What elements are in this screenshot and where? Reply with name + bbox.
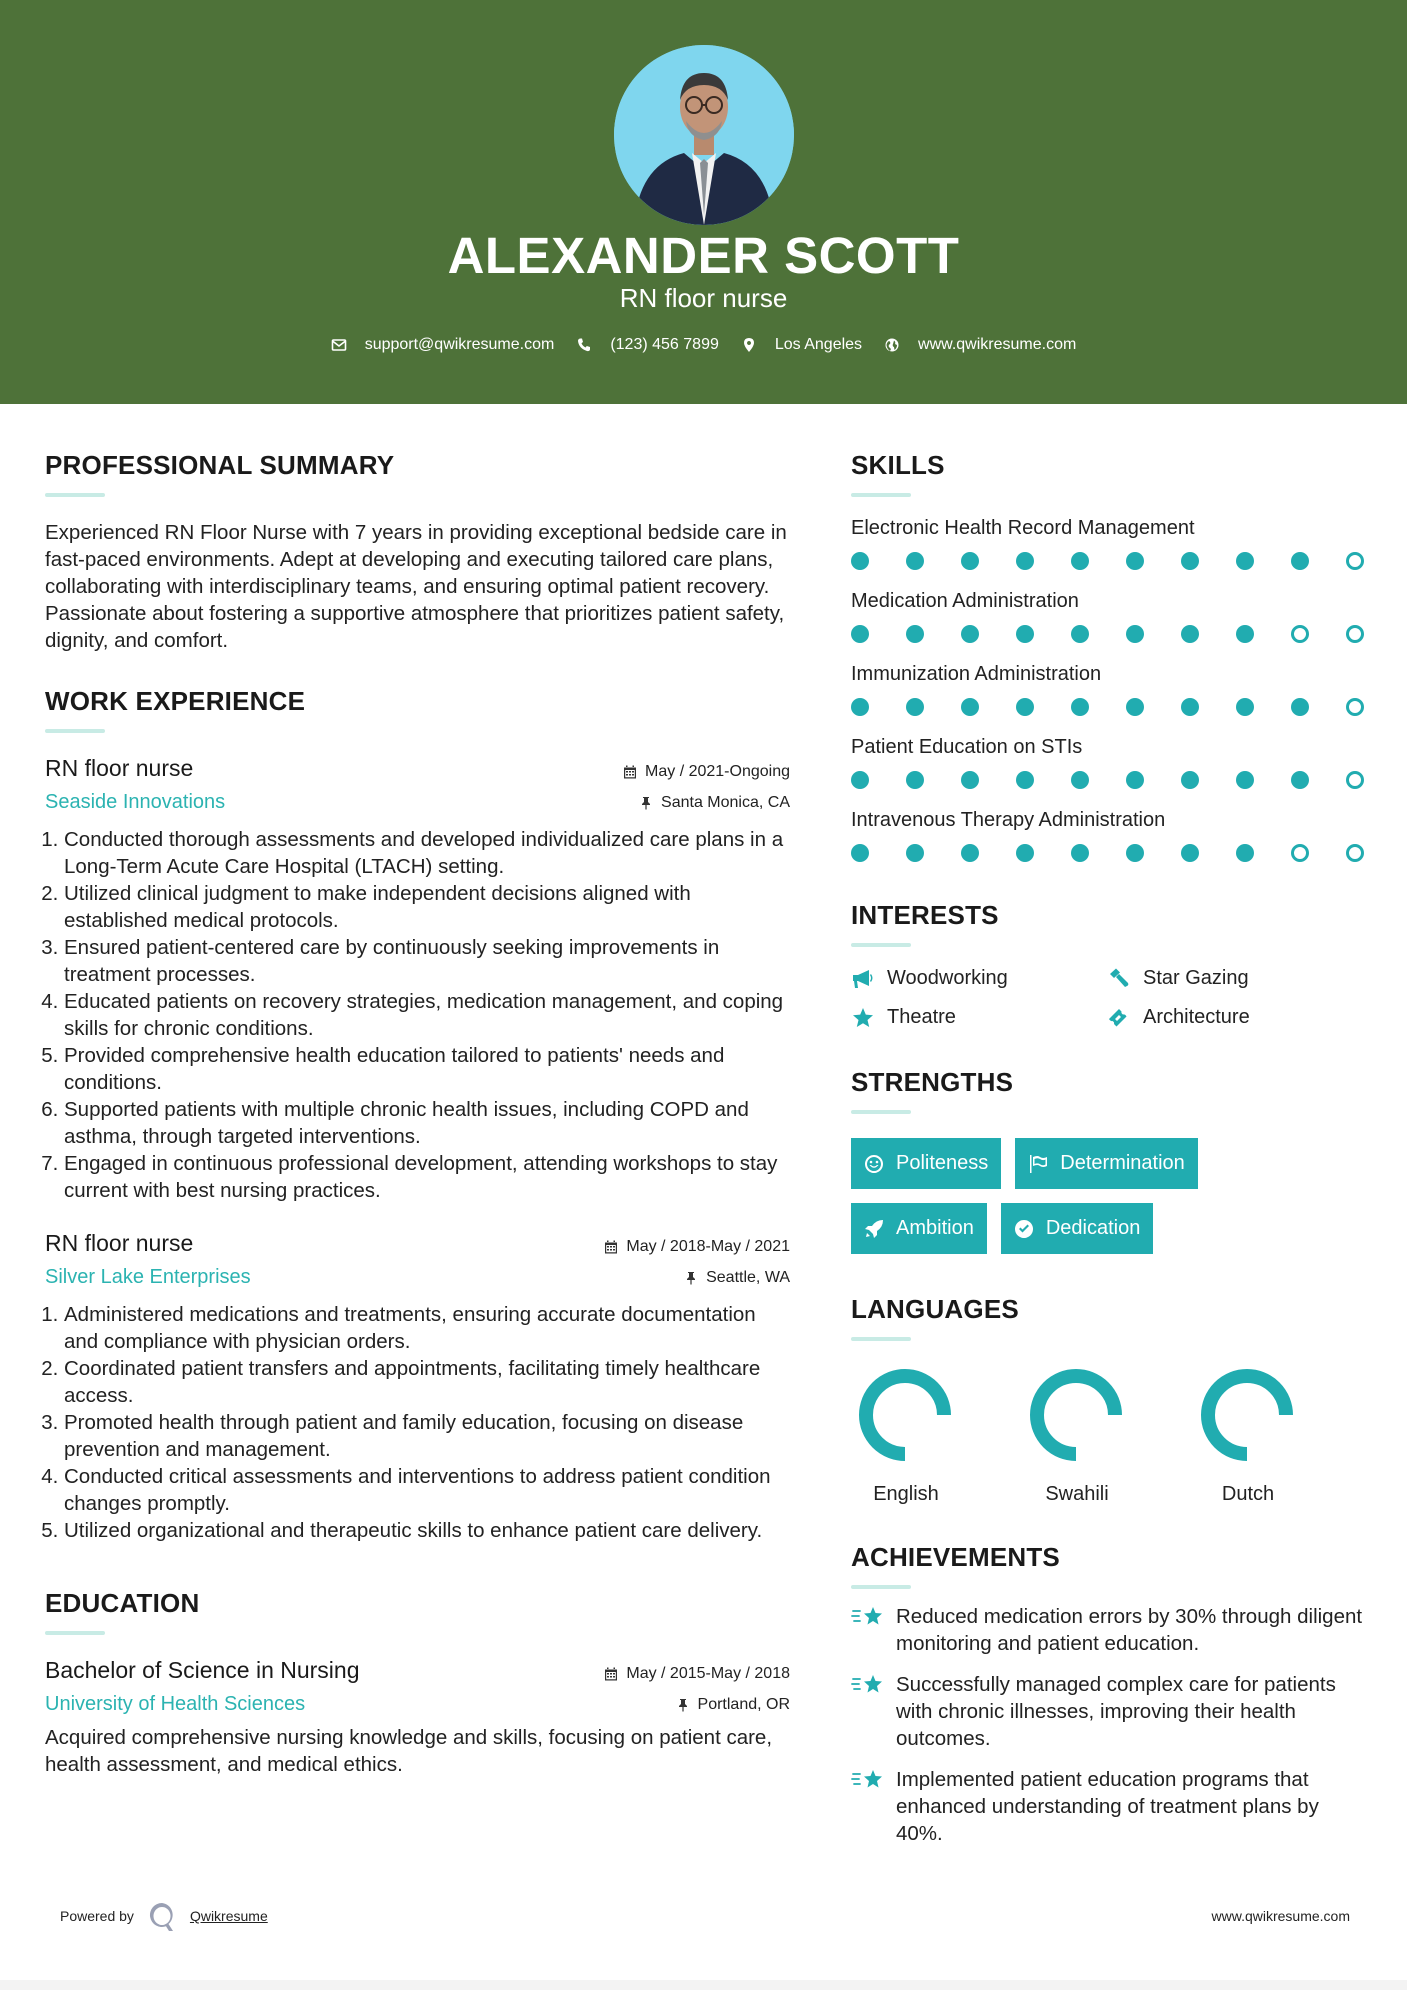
- language-name: Swahili: [1045, 1483, 1109, 1505]
- skill-rating: [851, 844, 1371, 862]
- rating-dot-empty: [1291, 844, 1309, 862]
- section-heading: PROFESSIONAL SUMMARY: [45, 450, 395, 480]
- job-responsibilities: [45, 826, 790, 1204]
- rating-dot-filled: [1071, 698, 1089, 716]
- page-footer: [60, 1900, 1350, 1932]
- job-title: RN floor nurse: [45, 1230, 194, 1256]
- phone-icon: [576, 337, 592, 353]
- work-experience-section: [45, 686, 790, 1544]
- rating-dot-filled: [1126, 625, 1144, 643]
- candidate-name: ALEXANDER SCOTT: [447, 227, 960, 284]
- achievements-list: [851, 1603, 1371, 1847]
- job-company: Silver Lake Enterprises: [45, 1266, 251, 1288]
- list-item: 5. Utilized organizational and therapeutic skills to enhance patient care delivery.: [64, 1517, 790, 1544]
- skill-rating: [851, 698, 1371, 716]
- rating-dot-filled: [1291, 771, 1309, 789]
- rating-dot-filled: [1126, 698, 1144, 716]
- education-location: Portland, OR: [697, 1696, 790, 1713]
- achievement-item: [851, 1671, 1371, 1752]
- job-location: Santa Monica, CA: [661, 794, 790, 811]
- rating-dot-filled: [1181, 625, 1199, 643]
- language-name: Dutch: [1221, 1483, 1275, 1505]
- job-company: Seaside Innovations: [45, 791, 226, 813]
- section-heading: ACHIEVEMENTS: [851, 1542, 1060, 1572]
- rating-dot-empty: [1346, 552, 1364, 570]
- rating-dot-filled: [961, 844, 979, 862]
- skill-rating: [851, 552, 1371, 570]
- shooting-star-icon: [851, 1766, 887, 1796]
- contact-location-text: Los Angeles: [774, 336, 863, 353]
- job-responsibilities: [45, 1301, 790, 1544]
- section-underline: [45, 493, 105, 497]
- rating-dot-filled: [1016, 698, 1034, 716]
- section-heading: INTERESTS: [851, 900, 999, 930]
- rating-dot-filled: [961, 625, 979, 643]
- rating-dot-filled: [1181, 771, 1199, 789]
- contact-website[interactable]: [884, 336, 1076, 354]
- rating-dot-filled: [1126, 844, 1144, 862]
- rating-dot-filled: [851, 771, 869, 789]
- rating-dot-filled: [1126, 771, 1144, 789]
- skill-item: [851, 590, 1371, 643]
- interest-label: Theatre: [887, 1006, 956, 1028]
- megaphone-icon: [851, 968, 875, 990]
- degree-title: Bachelor of Science in Nursing: [45, 1657, 360, 1683]
- skill-item: [851, 663, 1371, 716]
- list-item: 3. Ensured patient-centered care by continuously seeking improvements in treatment processes.: [64, 934, 790, 988]
- rating-dot-filled: [961, 698, 979, 716]
- strengths-section: [851, 1067, 1371, 1254]
- qwikresume-link[interactable]: Qwikresume: [189, 1908, 268, 1924]
- globe-icon: [884, 337, 900, 353]
- skills-list: [851, 517, 1371, 862]
- footer-website[interactable]: www.qwikresume.com: [1211, 1908, 1350, 1924]
- rating-dot-filled: [1236, 771, 1254, 789]
- rating-dot-filled: [1071, 771, 1089, 789]
- skill-name: Intravenous Therapy Administration: [851, 809, 1166, 831]
- education-meta: [604, 1664, 790, 1715]
- list-item: 5. Provided comprehensive health education tailored to patients' needs and conditions.: [64, 1042, 790, 1096]
- rating-dot-filled: [961, 552, 979, 570]
- section-heading: STRENGTHS: [851, 1067, 1014, 1097]
- list-item: 6. Supported patients with multiple chronic health issues, including COPD and asthma, through targeted interventions.: [64, 1096, 790, 1150]
- strength-label: Determination: [1060, 1152, 1185, 1174]
- section-heading: SKILLS: [851, 450, 945, 480]
- rating-dot-filled: [1236, 844, 1254, 862]
- section-underline: [45, 1631, 105, 1635]
- interests-grid: [851, 967, 1371, 1029]
- strength-label: Ambition: [896, 1217, 974, 1239]
- language-item: [1193, 1369, 1364, 1506]
- achievement-text: Reduced medication errors by 30% through diligent monitoring and patient education.: [896, 1605, 1363, 1655]
- education-description: Acquired comprehensive nursing knowledge and skills, focusing on patient care, health assessment, and medical ethics.: [45, 1726, 773, 1776]
- flag-icon: [1028, 1154, 1048, 1174]
- contact-email-text: support@qwikresume.com: [364, 336, 555, 353]
- section-heading: LANGUAGES: [851, 1294, 1019, 1324]
- job-meta: [623, 762, 790, 813]
- section-underline: [851, 493, 911, 497]
- contact-bar: [0, 336, 1407, 354]
- contact-location: [741, 336, 862, 354]
- rating-dot-filled: [1236, 552, 1254, 570]
- interest-item: [1107, 967, 1327, 990]
- language-name: English: [873, 1483, 939, 1505]
- skills-section: [851, 450, 1371, 862]
- job-location: Seattle, WA: [706, 1269, 790, 1286]
- strengths-tags: [851, 1138, 1271, 1254]
- rating-dot-empty: [1346, 698, 1364, 716]
- skill-item: [851, 809, 1371, 862]
- ticket-icon: [1107, 1007, 1131, 1029]
- achievements-section: [851, 1542, 1371, 1847]
- rating-dot-filled: [1071, 625, 1089, 643]
- school-name: University of Health Sciences: [45, 1693, 306, 1715]
- rating-dot-filled: [906, 844, 924, 862]
- calendar-icon: [604, 1240, 618, 1254]
- rating-dot-filled: [1236, 625, 1254, 643]
- strength-tag: [851, 1203, 987, 1254]
- rating-dot-filled: [906, 771, 924, 789]
- pushpin-icon: [676, 1698, 690, 1712]
- calendar-icon: [604, 1667, 618, 1681]
- section-underline: [851, 1585, 911, 1589]
- pushpin-icon: [684, 1271, 698, 1285]
- rating-dot-filled: [851, 552, 869, 570]
- list-item: 2. Coordinated patient transfers and appointments, facilitating timely healthcare access.: [64, 1355, 790, 1409]
- powered-by: [60, 1900, 268, 1932]
- rating-dot-filled: [851, 698, 869, 716]
- shooting-star-icon: [851, 1671, 887, 1701]
- section-heading: EDUCATION: [45, 1588, 200, 1618]
- rating-dot-filled: [1016, 625, 1034, 643]
- rating-dot-filled: [961, 771, 979, 789]
- rating-dot-filled: [1291, 552, 1309, 570]
- achievement-text: Successfully managed complex care for patients with chronic illnesses, improving their health outcomes.: [896, 1673, 1336, 1750]
- list-item: 1. Conducted thorough assessments and developed individualized care plans in a Long-Term Acute Care Hospital (LTACH) setting.: [64, 826, 790, 880]
- rating-dot-filled: [1291, 698, 1309, 716]
- summary-text: Experienced RN Floor Nurse with 7 years in providing exceptional bedside care in fast-paced environments. Adept at developing and executing tailored care plans, collaborating with interdisciplinary teams, and ensuring optimal patient recovery. Passionate about fostering a supportive atmosphere that prioritizes patient safety, dignity, and comfort.: [45, 521, 787, 652]
- achievement-text: Implemented patient education programs that enhanced understanding of treatment plans by 40%.: [896, 1768, 1319, 1845]
- resume-header: [0, 0, 1407, 404]
- section-underline: [45, 729, 105, 733]
- qwikresume-logo-icon: [146, 1900, 178, 1932]
- contact-phone-text: (123) 456 7899: [610, 336, 719, 353]
- professional-summary-section: [45, 450, 790, 654]
- section-underline: [851, 943, 911, 947]
- rating-dot-filled: [1181, 552, 1199, 570]
- left-column: [45, 450, 790, 1778]
- rating-dot-filled: [906, 625, 924, 643]
- skill-name: Immunization Administration: [851, 663, 1102, 685]
- contact-email[interactable]: [331, 336, 555, 354]
- gavel-icon: [1107, 968, 1131, 990]
- rating-dot-filled: [1181, 698, 1199, 716]
- skill-rating: [851, 625, 1371, 643]
- language-item: [851, 1369, 1022, 1506]
- education-entry: [45, 1657, 790, 1778]
- list-item: 7. Engaged in continuous professional development, attending workshops to stay current with best nursing practices.: [64, 1150, 790, 1204]
- job-entry: [45, 1230, 790, 1544]
- strength-tag: [851, 1138, 1001, 1189]
- smile-icon: [864, 1154, 884, 1174]
- interest-item: [1107, 1006, 1327, 1029]
- interest-label: Architecture: [1143, 1006, 1250, 1028]
- rating-dot-empty: [1291, 625, 1309, 643]
- skill-item: [851, 517, 1371, 570]
- map-marker-icon: [741, 337, 757, 353]
- language-item: [1022, 1369, 1193, 1506]
- rating-dot-filled: [1236, 698, 1254, 716]
- job-meta: [604, 1237, 790, 1288]
- rating-dot-filled: [851, 844, 869, 862]
- interests-section: [851, 900, 1371, 1029]
- skill-name: Patient Education on STIs: [851, 736, 1083, 758]
- rating-dot-filled: [851, 625, 869, 643]
- contact-phone[interactable]: [576, 336, 719, 354]
- rating-dot-filled: [1071, 552, 1089, 570]
- interest-item: [851, 967, 1107, 990]
- section-underline: [851, 1337, 911, 1341]
- person-portrait-icon: [614, 45, 794, 225]
- strength-label: Politeness: [896, 1152, 989, 1174]
- list-item: 4. Conducted critical assessments and interventions to address patient condition changes promptly.: [64, 1463, 790, 1517]
- list-item: 1. Administered medications and treatments, ensuring accurate documentation and compliance with physician orders.: [64, 1301, 790, 1355]
- strength-tag: [1015, 1138, 1198, 1189]
- strength-label: Dedication: [1045, 1217, 1141, 1239]
- shooting-star-icon: [851, 1603, 887, 1633]
- list-item: 4. Educated patients on recovery strategies, medication management, and coping skills for chronic conditions.: [64, 988, 790, 1042]
- section-underline: [851, 1110, 911, 1114]
- language-progress-ring: [859, 1369, 951, 1461]
- rating-dot-filled: [1016, 844, 1034, 862]
- education-section: [45, 1588, 790, 1778]
- contact-website-text: www.qwikresume.com: [918, 336, 1077, 353]
- strength-tag: [1001, 1203, 1154, 1254]
- achievement-item: [851, 1766, 1371, 1847]
- rating-dot-filled: [1016, 552, 1034, 570]
- profile-photo: [614, 45, 794, 225]
- achievement-item: [851, 1603, 1371, 1657]
- envelope-icon: [331, 337, 347, 353]
- calendar-icon: [623, 765, 637, 779]
- rating-dot-filled: [1181, 844, 1199, 862]
- language-progress-ring: [1030, 1369, 1122, 1461]
- interest-label: Star Gazing: [1143, 967, 1249, 989]
- skill-name: Medication Administration: [851, 590, 1079, 612]
- job-title: RN floor nurse: [45, 755, 194, 781]
- pushpin-icon: [639, 796, 653, 810]
- rating-dot-filled: [1126, 552, 1144, 570]
- bottom-strip: [0, 1980, 1407, 1990]
- skill-name: Electronic Health Record Management: [851, 517, 1195, 539]
- powered-by-label: Powered by: [60, 1908, 134, 1924]
- right-column: [851, 450, 1371, 1847]
- star-icon: [851, 1007, 875, 1029]
- rating-dot-filled: [1016, 771, 1034, 789]
- interest-label: Woodworking: [887, 967, 1008, 989]
- rating-dot-empty: [1346, 771, 1364, 789]
- skill-rating: [851, 771, 1371, 789]
- rating-dot-filled: [906, 698, 924, 716]
- list-item: 2. Utilized clinical judgment to make independent decisions aligned with established medical protocols.: [64, 880, 790, 934]
- job-date: May / 2018-May / 2021: [626, 1238, 790, 1255]
- interest-item: [851, 1006, 1107, 1029]
- rating-dot-empty: [1346, 844, 1364, 862]
- list-item: 3. Promoted health through patient and family education, focusing on disease prevention and management.: [64, 1409, 790, 1463]
- job-date: May / 2021-Ongoing: [645, 763, 790, 780]
- skill-item: [851, 736, 1371, 789]
- education-date: May / 2015-May / 2018: [626, 1665, 790, 1682]
- rating-dot-filled: [1071, 844, 1089, 862]
- rating-dot-filled: [906, 552, 924, 570]
- check-circle-icon: [1014, 1219, 1034, 1239]
- section-heading: WORK EXPERIENCE: [45, 686, 306, 716]
- candidate-title: RN floor nurse: [619, 283, 788, 313]
- rocket-icon: [864, 1219, 884, 1239]
- job-entry: [45, 755, 790, 1204]
- rating-dot-empty: [1346, 625, 1364, 643]
- languages-list: [851, 1369, 1371, 1506]
- language-progress-ring: [1201, 1369, 1293, 1461]
- languages-section: [851, 1294, 1371, 1506]
